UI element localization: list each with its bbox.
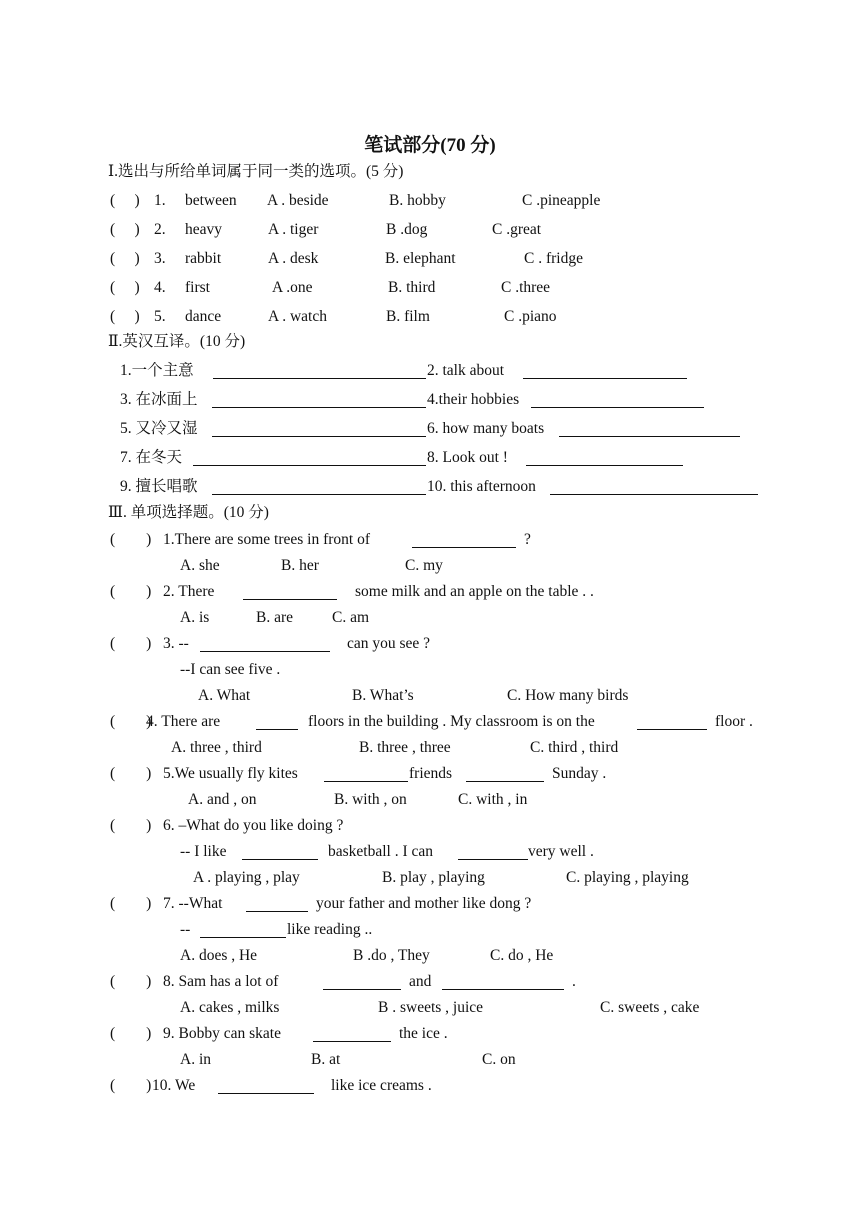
answer-blank[interactable] — [243, 584, 337, 600]
answer-blank[interactable] — [323, 974, 401, 990]
answer-blank[interactable] — [637, 714, 707, 730]
section-1-heading: Ⅰ.选出与所给单词属于同一类的选项。(5 分) — [108, 163, 404, 180]
answer-blank[interactable] — [526, 450, 683, 466]
answer-blank[interactable] — [324, 766, 408, 782]
answer-blank[interactable] — [200, 636, 330, 652]
answer-blank[interactable] — [242, 844, 318, 860]
answer-blank[interactable] — [531, 392, 704, 408]
answer-blank[interactable] — [213, 363, 426, 379]
section-3-heading: Ⅲ. 单项选择题。(10 分) — [108, 504, 269, 521]
answer-blank[interactable] — [559, 421, 740, 437]
answer-blank[interactable] — [256, 714, 298, 730]
answer-blank[interactable] — [313, 1026, 391, 1042]
answer-blank[interactable] — [212, 421, 426, 437]
answer-blank[interactable] — [218, 1078, 314, 1094]
answer-blank[interactable] — [193, 450, 426, 466]
section-2-heading: Ⅱ.英汉互译。(10 分) — [108, 333, 246, 350]
answer-blank[interactable] — [466, 766, 544, 782]
answer-blank[interactable] — [550, 479, 758, 495]
answer-blank[interactable] — [246, 896, 308, 912]
answer-blank[interactable] — [412, 532, 516, 548]
page-title: 笔试部分(70 分) — [364, 135, 496, 156]
answer-blank[interactable] — [200, 922, 286, 938]
answer-blank[interactable] — [523, 363, 687, 379]
answer-blank[interactable] — [442, 974, 564, 990]
answer-blank[interactable] — [212, 392, 426, 408]
answer-blank[interactable] — [212, 479, 426, 495]
answer-blank[interactable] — [458, 844, 528, 860]
